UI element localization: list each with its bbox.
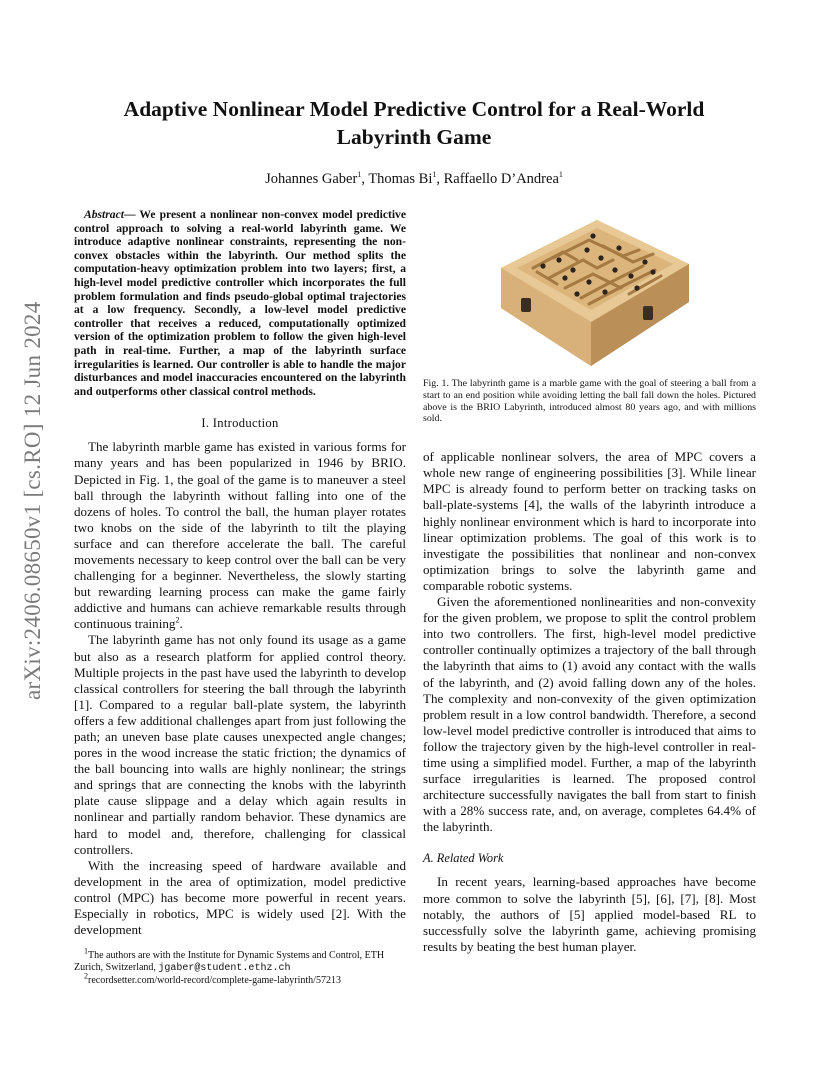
- author-list: [80, 171, 748, 188]
- abstract: [74, 208, 406, 398]
- subsection-heading-related-work: A. Related Work: [423, 851, 504, 866]
- labyrinth-game-image: [493, 206, 693, 374]
- intro-paragraph-3: With the increasing speed of hardware available and development in the area of optimization, model predictive control (MPC) has become more powerful in recent years. Especially in robotics, MPC is widely used [2]. With the development: [74, 857, 406, 938]
- author-email: jgaber@student.ethz.ch: [158, 963, 291, 975]
- footnote-ref-2: 2: [175, 615, 180, 625]
- introduction-body: [74, 439, 406, 938]
- figure-1-caption: Fig. 1. The labyrinth game is a marble game with the goal of steering a ball from a start to an end position while avoiding letting the ball fall down the holes. Pictured above is the BRIO Labyrinth, introduced almost 80 years ago, and with millions sold.: [423, 378, 756, 425]
- related-work-body: [423, 874, 756, 954]
- right-paragraph-1: of applicable nonlinear solvers, the area of MPC covers a whole new range of engineering possibilities [3]. While linear MPC is already found to perform better on tracking tasks on ball-plate-systems [4], the walls of the labyrinth introduce a highly nonlinear environment which is hard to incorporate into linear optimization problems. The goal of this work is to investigate the possibilities that nonlinear and non-convex optimization brings to solve the labyrinth game and comparable robotic systems.: [423, 449, 756, 593]
- author-1: Johannes Gaber$^1$,: [265, 170, 369, 187]
- abstract-text: — We present a nonlinear non-convex model predictive control approach to solving a real-world labyrinth game. We introduce adaptive nonlinear constraints, representing the non-convex obstacles within the labyrinth. Our method splits the computation-heavy optimization problem into two layers; first, a high-level model predictive controller which incorporates the full problem formulation and finds pseudo-global optimal trajectories at a low frequency. Secondly, a low-level model predictive controller that receives a reduced, computationally optimized version of the optimization problem to follow the given high-level path in real-time. Further, a map of the labyrinth surface irregularities is learned. Our controller is able to handle the major disturbances and model inaccuracies encountered on the labyrinth and outperforms other classical control methods.: [74, 208, 406, 398]
- intro-paragraph-2: The labyrinth game has not only found its usage as a game but also as a research platform for applied control theory. Multiple projects in the past have used the labyrinth to develop classical controllers for steering the ball through the labyrinth [1]. Compared to a regular ball-plate system, the labyrinth offers a few additional challenges apart from just following the path; an uneven base plate causes unexpected angle changes; pores in the wood increase the static friction; the dynamics of the ball bouncing into walls are highly nonlinear; the strings and springs that are connecting the knobs with the labyrinth plate cause slippage and a delay which again results in nonlinear and partially random behavior. These dynamics are hard to model and, therefore, challenging for classical controllers.: [74, 632, 406, 857]
- intro-paragraph-1: The labyrinth marble game has existed in various forms for many years and has been popularized in 1946 by BRIO. Depicted in Fig. 1, the goal of the game is to maneuver a steel ball through the labyrinth without falling into one of the dozens of holes. To control the ball, the human player rotates two knobs on the side of the labyrinth to tilt the playing surface and can therefore accelerate the ball. The careful movements necessary to keep control over the ball can be very challenging for a beginner. Nevertheless, the slowly starting but rewarding learning process can make the game fairly addictive and humans can achieve remarkable results through continuous training$^2$.: [74, 439, 406, 632]
- abstract-label: Abstract: [84, 208, 124, 221]
- arxiv-stamp: arXiv:2406.08650v1 [cs.RO] 12 Jun 2024: [20, 301, 45, 700]
- right-column-body: [423, 449, 756, 835]
- footnote-1: $^1$The authors are with the Institute for Dynamic Systems and Control, ETH Zurich, Switzerland, jgaber@student.ethz.ch: [74, 946, 385, 975]
- right-paragraph-2: Given the aforementioned nonlinearities and non-convexity for the given problem, we propose to split the control problem into two controllers. The first, high-level model predictive controller continually optimizes a trajectory of the ball through the labyrinth that aims to (1) avoid any contact with the walls of the labyrinth, and (2) avoid falling down any of the holes. The complexity and non-convexity of the given optimization problem result in a low control bandwidth. Therefore, a second low-level model predictive controller is introduced that aims to follow the trajectory given by the high-level controller in real-time using a simplified model. Further, a map of the labyrinth surface irregularities is learned. The proposed control architecture successfully navigates the ball from start to finish with a 28% success rate, and, on average, completes 64.4% of the labyrinth.: [423, 594, 756, 835]
- footnotes: [74, 946, 406, 987]
- figure-1: [423, 200, 756, 370]
- author-2: Thomas Bi$^1$,: [368, 170, 444, 187]
- related-work-paragraph-1: In recent years, learning-based approaches have become more common to solve the labyrinth [5], [6], [7], [8]. Most notably, the authors of [5] applied model-based RL to successfully solve the labyrinth game, achieving promising results by beating the best human player.: [423, 874, 756, 954]
- left-column: [74, 208, 406, 987]
- author-3: Raffaello D’Andrea$^1$: [443, 170, 563, 187]
- paper-title: Adaptive Nonlinear Model Predictive Control for a Real-World Labyrinth Game: [123, 97, 705, 149]
- section-heading-introduction: I. Introduction: [201, 416, 279, 431]
- right-column: [423, 200, 756, 955]
- footnote-2: $^2$recordsetter.com/world-record/complete-game-labyrinth/57213: [84, 971, 341, 987]
